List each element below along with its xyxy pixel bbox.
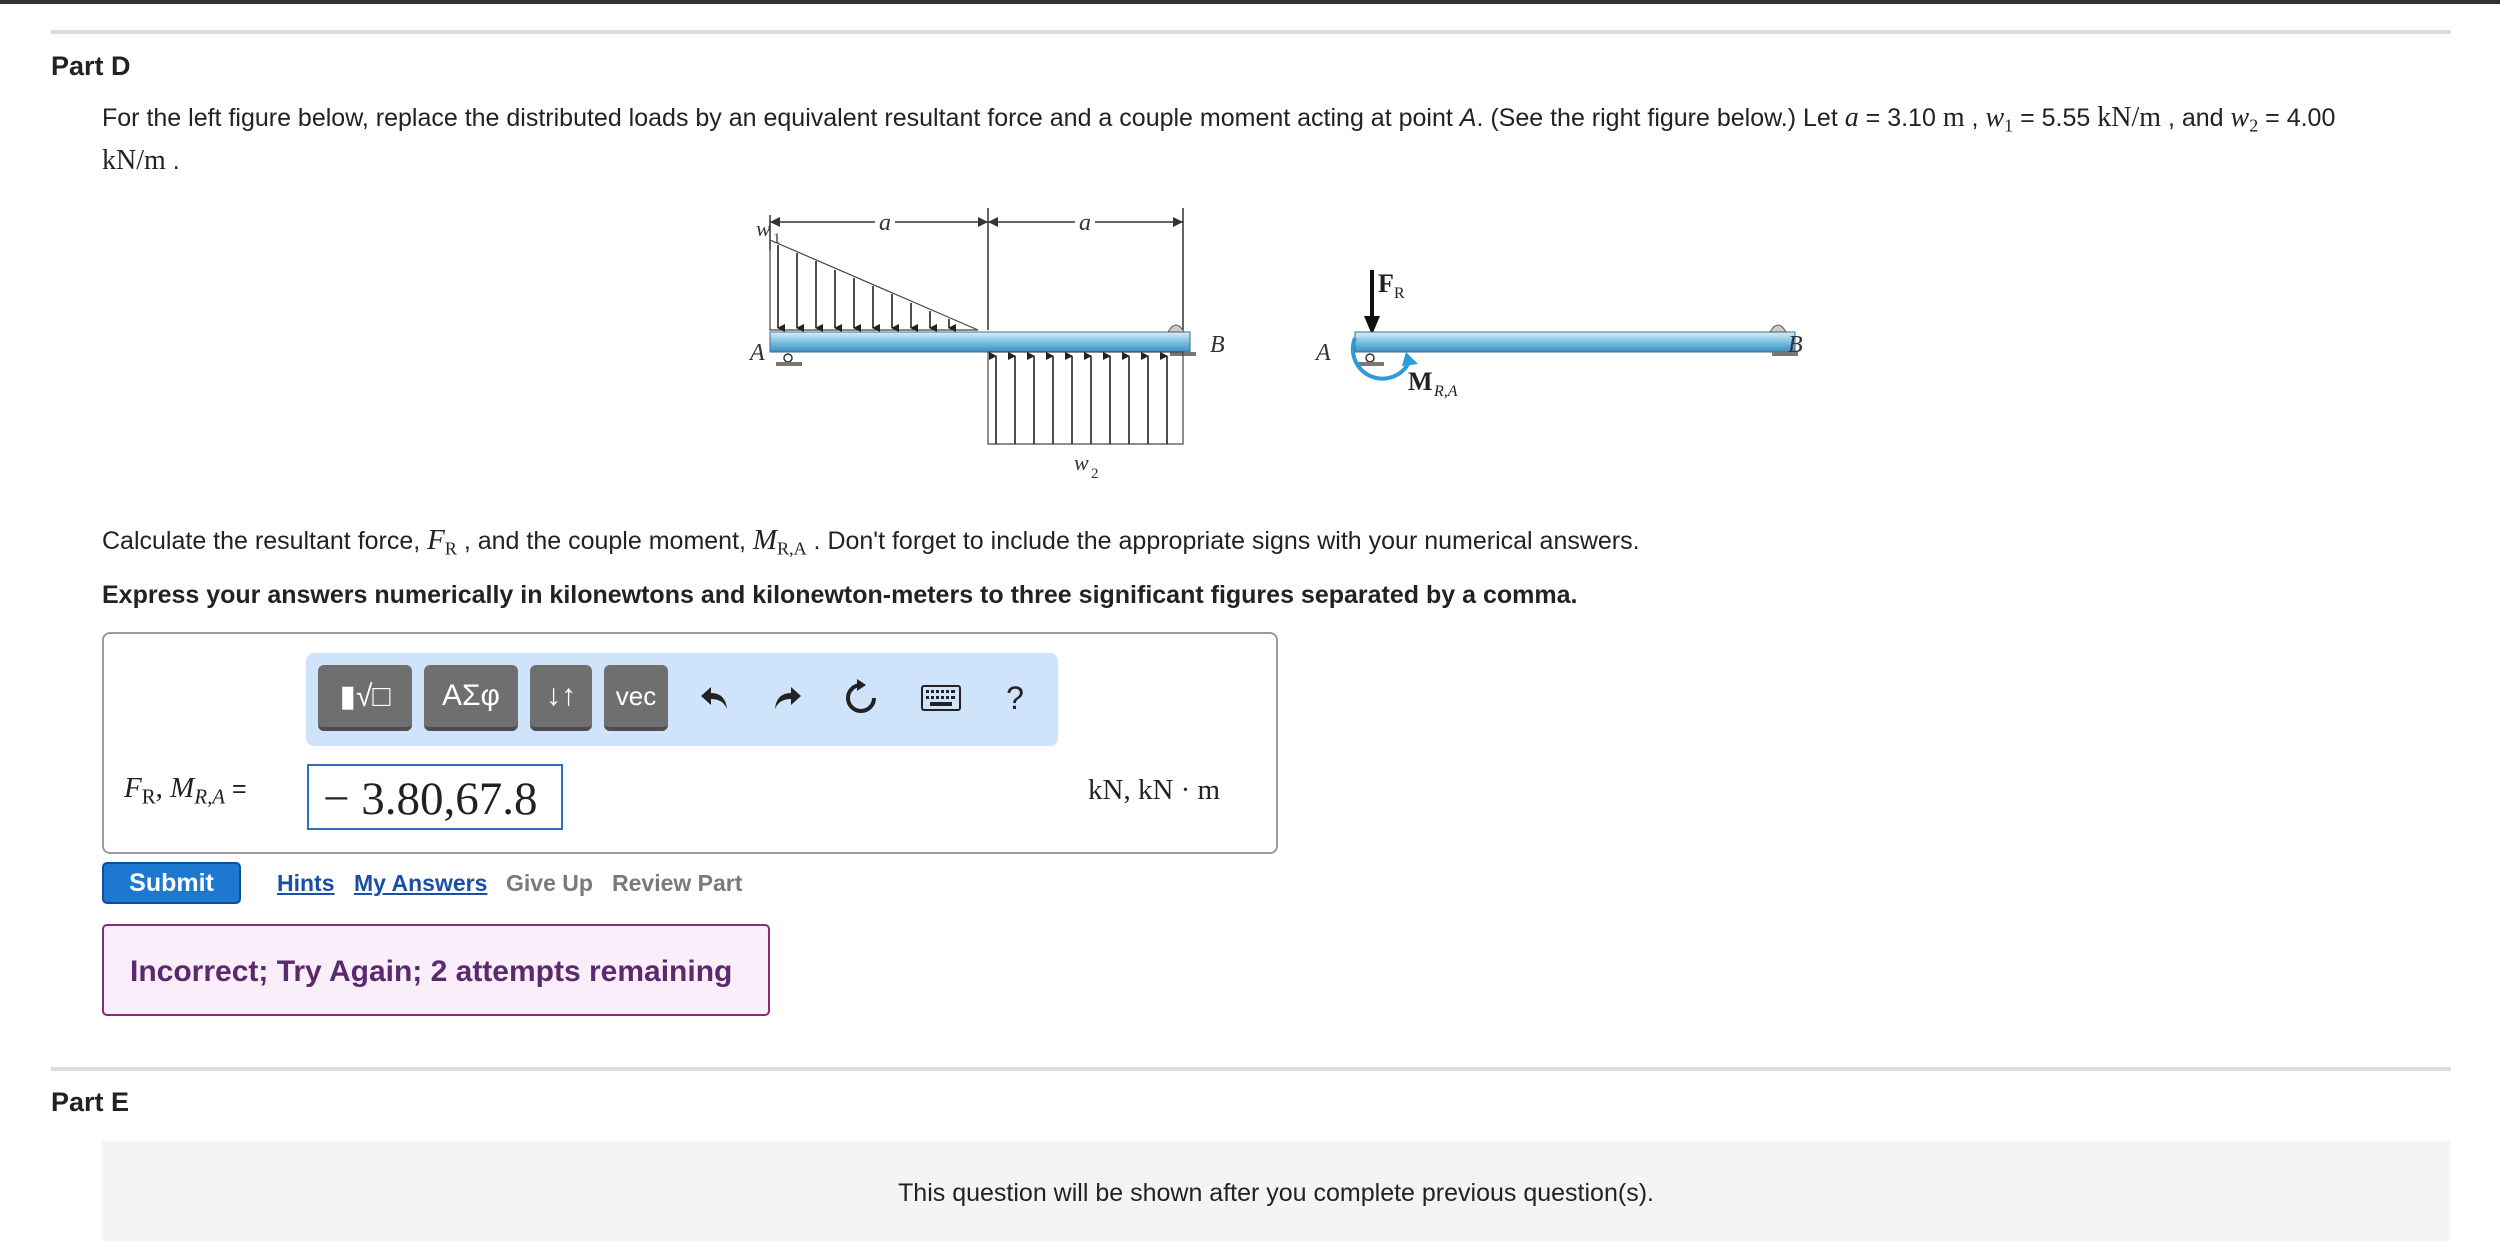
- left-dim-a-2: a: [1079, 210, 1091, 236]
- intro-knm-unit-2: kN/m: [102, 145, 166, 177]
- answer-label-sep: ,: [155, 772, 171, 804]
- left-w2-sub: 2: [1091, 466, 1099, 482]
- undo-icon[interactable]: [690, 673, 740, 723]
- right-point-b: B: [1788, 332, 1803, 358]
- submit-button[interactable]: Submit: [102, 862, 241, 904]
- calc-m-symbol: M: [752, 524, 778, 556]
- give-up-link[interactable]: Give Up: [506, 870, 593, 896]
- calculate-text: [102, 522, 1640, 566]
- left-point-b: B: [1210, 332, 1225, 358]
- top-border: [0, 0, 2500, 4]
- reset-icon[interactable]: [836, 673, 886, 723]
- left-beam-figure: [740, 200, 1240, 495]
- intro-w1-symbol: w: [1985, 102, 2005, 133]
- intro-text-2: . (See the right figure below.) Let: [1476, 104, 1845, 132]
- help-button[interactable]: ?: [1006, 679, 1024, 716]
- calc-f-sub: R: [444, 538, 457, 559]
- intro-a-value: = 3.10: [1858, 104, 1943, 132]
- right-fr-sub: R: [1394, 285, 1405, 302]
- calc-text-3: . Don't forget to include the appropriate signs with your numerical answers.: [806, 527, 1640, 555]
- answer-input[interactable]: − 3.80,67.8: [307, 764, 563, 830]
- right-fr-label: F: [1378, 269, 1394, 298]
- intro-knm-unit-1: kN/m: [2097, 102, 2162, 133]
- right-point-a: A: [1316, 340, 1331, 366]
- part-e-locked-message: This question will be shown after you complete previous question(s).: [102, 1141, 2450, 1241]
- intro-w2-sub: 2: [2249, 115, 2259, 136]
- part-e-divider: [51, 1067, 2451, 1071]
- right-beam-figure: [1310, 260, 1830, 410]
- review-part-link[interactable]: Review Part: [612, 870, 743, 896]
- redo-icon[interactable]: [762, 673, 812, 723]
- answer-label-m-sub: R,A: [194, 784, 226, 809]
- answer-label-f: F: [124, 772, 142, 804]
- answer-instruction: Express your answers numerically in kilonewtons and kilonewton-meters to three significant figures separated by a comma.: [102, 581, 1578, 609]
- intro-w2-symbol: w: [2230, 102, 2250, 133]
- left-w1-label: w: [756, 216, 771, 241]
- intro-comma: ,: [1964, 104, 1986, 132]
- intro-w1-value: = 5.55: [2013, 104, 2098, 132]
- intro-w2-value: = 4.00: [2258, 104, 2336, 132]
- left-w2-label: w: [1074, 450, 1089, 475]
- part-d-divider: [51, 30, 2451, 34]
- vector-button[interactable]: vec: [604, 665, 668, 731]
- keyboard-icon[interactable]: [916, 673, 966, 723]
- hints-link[interactable]: Hints: [277, 870, 335, 896]
- right-m-label: M: [1408, 367, 1433, 396]
- intro-m-unit: m: [1942, 102, 1965, 133]
- answer-label-m: M: [170, 772, 195, 804]
- intro-w1-sub: 1: [2004, 115, 2014, 136]
- intro-text-1: For the left figure below, replace the distributed loads by an equivalent resultant force and a couple moment acting at point: [102, 104, 1460, 132]
- greek-symbols-button[interactable]: ΑΣφ: [424, 665, 518, 731]
- intro-a-symbol: a: [1844, 102, 1859, 133]
- intro-end: .: [165, 147, 180, 176]
- math-toolbar: [306, 653, 1058, 746]
- left-point-a: A: [750, 340, 765, 366]
- part-d-title: Part D: [51, 51, 131, 81]
- answer-units: kN, kN · m: [1088, 774, 1221, 806]
- my-answers-link[interactable]: My Answers: [354, 870, 488, 896]
- part-e-title: Part E: [51, 1087, 130, 1117]
- right-m-sub: R,A: [1434, 383, 1458, 400]
- answer-label: [124, 772, 247, 809]
- feedback-message: Incorrect; Try Again; 2 attempts remaining: [102, 924, 770, 1016]
- problem-statement: [102, 100, 2462, 179]
- intro-point-a: A: [1459, 104, 1477, 132]
- templates-button[interactable]: ▮√□: [318, 665, 412, 731]
- left-w1-sub: 1: [773, 231, 781, 247]
- answer-label-eq: =: [225, 775, 247, 803]
- calc-m-sub: R,A: [777, 538, 807, 559]
- left-dim-a-1: a: [879, 210, 891, 236]
- intro-and: , and: [2161, 104, 2231, 132]
- calc-f-symbol: F: [427, 524, 445, 556]
- calc-text-1: Calculate the resultant force,: [102, 527, 428, 555]
- answer-label-f-sub: R: [141, 784, 156, 809]
- subscript-superscript-button[interactable]: ↓↑: [530, 665, 592, 731]
- calc-text-2: , and the couple moment,: [456, 527, 753, 555]
